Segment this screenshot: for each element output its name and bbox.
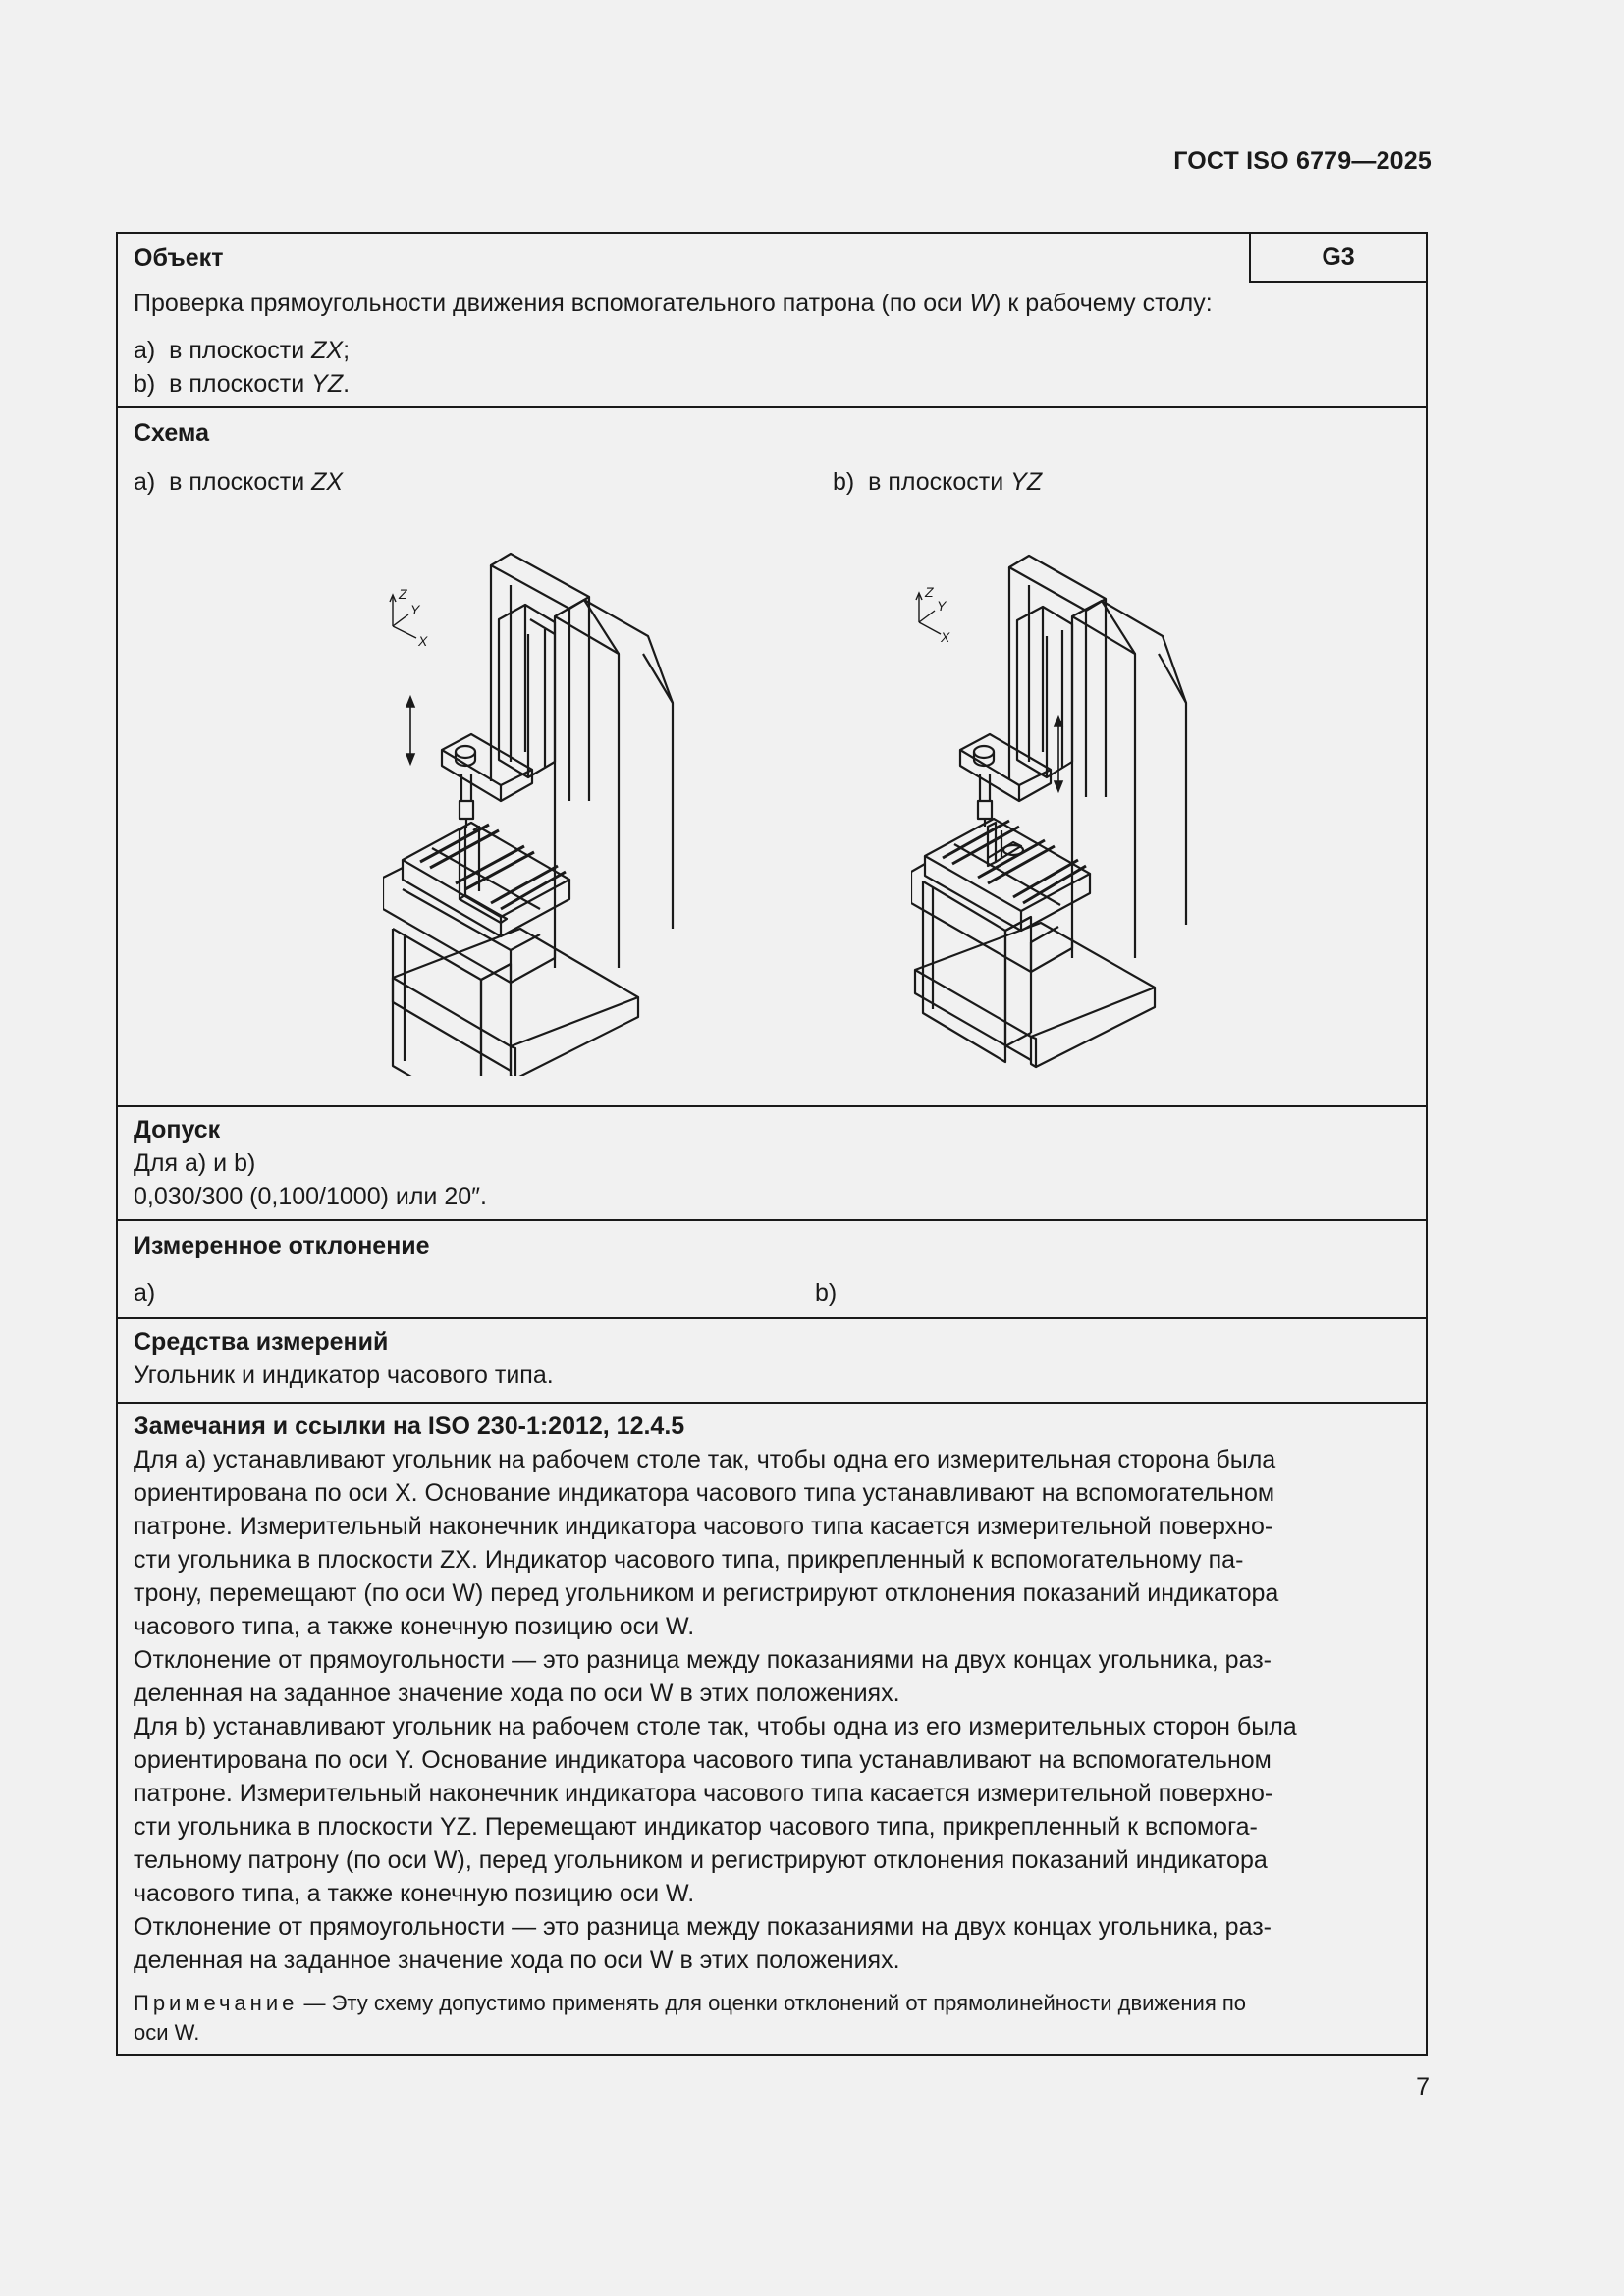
remarks-label: Замечания и ссылки на ISO 230-1:2012, 12.4.5 (134, 1413, 685, 1440)
remarks-line: сти угольника в плоскости ZX. Индикатор часового типа, прикрепленный к вспомогательному па- (134, 1546, 1244, 1574)
remarks-line: патроне. Измерительный наконечник индикатора часового типа касается измерительной поверхно- (134, 1513, 1273, 1540)
standard-header: ГОСТ ISO 6779—2025 (1173, 147, 1432, 175)
object-section (118, 234, 1426, 408)
machine-figure-zx (383, 507, 795, 1076)
remarks-line: патроне. Измерительный наконечник индикатора часового типа касается измерительной поверхно- (134, 1780, 1273, 1807)
scheme-caption-a: a) в плоскости ZX (134, 468, 344, 496)
motion-arrow-b (1051, 715, 1066, 793)
axis-label-y-b: Y (937, 598, 947, 614)
remarks-line: часового типа, а также конечную позицию оси W. (134, 1880, 695, 1907)
deviation-label: Измеренное отклонение (134, 1232, 430, 1259)
remarks-note-cont: оси W. (134, 2020, 200, 2045)
axis-label-z-a: Z (399, 586, 407, 602)
remarks-body (134, 1443, 1410, 1977)
tolerance-line-1: Для а) и b) (134, 1149, 256, 1177)
deviation-section (118, 1221, 1426, 1319)
remarks-line: Отклонение от прямоугольности — это разница между показаниями на двух концах угольника, раз- (134, 1646, 1272, 1674)
remarks-note: Примечание — Эту схему допустимо применять для оценки отклонений от прямолинейности движения по (134, 1991, 1246, 2015)
tolerance-section (118, 1107, 1426, 1221)
remarks-line: деленная на заданное значение хода по оси W в этих положениях. (134, 1947, 900, 1974)
object-header-row (118, 234, 1426, 283)
instruments-text: Угольник и индикатор часового типа. (134, 1362, 554, 1389)
machine-figure-yz (911, 526, 1304, 1076)
object-description: Проверка прямоугольности движения вспомогательного патрона (по оси W) к рабочему столу: (134, 290, 1213, 317)
tolerance-line-2: 0,030/300 (0,100/1000) или 20″. (134, 1183, 487, 1210)
deviation-a: a) (134, 1279, 156, 1307)
object-label: Объект (134, 244, 224, 272)
remarks-section (118, 1404, 1426, 2054)
remarks-line: Отклонение от прямоугольности — это разница между показаниями на двух концах угольника, раз- (134, 1913, 1272, 1941)
page-number: 7 (1416, 2073, 1430, 2101)
object-item-a: a) в плоскости ZX; (134, 337, 351, 364)
deviation-b: b) (815, 1279, 838, 1307)
remarks-line: тельному патрону (по оси W), перед угольником и регистрируют отклонения показаний индикатора (134, 1846, 1268, 1874)
note-label: Примечание (134, 1991, 298, 2015)
remarks-line: ориентирована по оси X. Основание индикатора часового типа устанавливают на вспомогательном (134, 1479, 1275, 1507)
scheme-caption-b: b) в плоскости YZ (833, 468, 1043, 496)
axis-label-z-b: Z (925, 584, 934, 600)
deviation-values (134, 1276, 1410, 1309)
remarks-line: Для b) устанавливают угольник на рабочем столе так, чтобы одна из его измерительных сторон была (134, 1713, 1297, 1740)
remarks-line: сти угольника в плоскости YZ. Перемещают индикатор часового типа, прикрепленный к вспомога- (134, 1813, 1258, 1841)
scheme-label: Схема (134, 419, 209, 447)
remarks-line: деленная на заданное значение хода по оси W в этих положениях. (134, 1680, 900, 1707)
remarks-line: часового типа, а также конечную позицию оси W. (134, 1613, 695, 1640)
remarks-line: Для а) устанавливают угольник на рабочем столе так, чтобы одна его измерительная сторона была (134, 1446, 1276, 1473)
test-code: G3 (1249, 234, 1426, 283)
remarks-line: трону, перемещают (по оси W) перед угольником и регистрируют отклонения показаний индикатора (134, 1579, 1279, 1607)
scheme-section (118, 408, 1426, 1107)
axis-label-y-a: Y (410, 602, 420, 617)
instruments-label: Средства измерений (134, 1328, 389, 1356)
object-item-b: b) в плоскости YZ. (134, 370, 351, 398)
axis-label-x-b: X (941, 629, 950, 645)
instruments-section (118, 1319, 1426, 1404)
test-card (116, 232, 1428, 2056)
axis-label-x-a: X (418, 633, 428, 649)
tolerance-label: Допуск (134, 1116, 221, 1144)
remarks-line: ориентирована по оси Y. Основание индикатора часового типа устанавливают на вспомогательном (134, 1746, 1272, 1774)
